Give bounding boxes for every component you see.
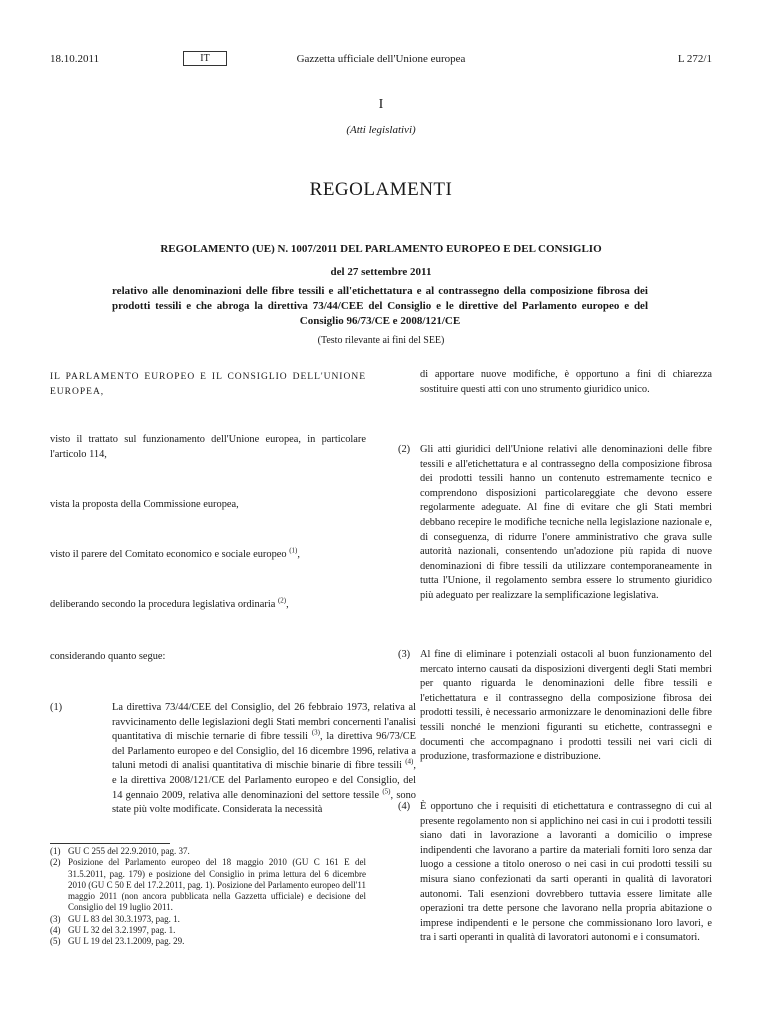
recital-text: La direttiva 73/44/CEE del Consiglio, del 26 febbraio 1973, relativa al ravvicinamento delle legislazioni degli Stati membri concernenti l'analisi quantitativa di mischie ternarie di fibre tessili $^{(3)}$, la direttiva 96/73/CE del Parlamento europeo e del Consiglio, del 16 dicembre 1996, relativa a taluni metodi di analisi quantitativa di mischie binarie di fibre tessili $^{(4)}$, e la direttiva 2008/121/CE del Parlamento europeo e del Consiglio, del 14 gennaio 2009, relativa alle denominazioni del settore tessile $^{(5)}$, sono state più volte modificate. Considerata la necessità [112, 702, 416, 816]
recital-number: (1) [50, 702, 63, 713]
page-reference: L 272/1 [677, 53, 712, 65]
recital-number: (3) [398, 649, 411, 660]
citation-proposal: vista la proposta della Commissione europea, [50, 499, 239, 510]
recital-text: È opportuno che i requisiti di etichettatura e contrassegno di cui al presente regolamento non si applichino nei casi in cui i prodotti tessili siano dati in lavorazione a lavoranti a domicilio o imprese indipendenti che lavorano a partire da materiali forniti loro senza dar luogo a cessione a titolo oneroso o nei casi in cui prodotti tessili su misura siano confezionati da sarti operanti in qualità di lavoratori autonomi. Tali esenzioni dovrebbero tuttavia essere limitate alle operazioni tra dette persone che lavorano nella propria abitazione o imprese indipendenti e le persone che commissionano loro lavori, e tra i sarti operanti in qualità di lavoratori autonomi e i consumatori. [420, 801, 712, 944]
preamble-authors: IL PARLAMENTO EUROPEO E IL CONSIGLIO DELL'UNIONE EUROPEA, [50, 372, 366, 397]
footnote-ref[interactable]: (4) [405, 757, 414, 766]
recital-text: Gli atti giuridici dell'Unione relativi alle denominazioni delle fibre tessili e all'etichettatura e al contrassegno della composizione fibrosa dei prodotti tessili hanno un contenuto estremamente tecnico e comprendono disposizioni particolareggiate che devono essere regolarmente adeguate. Al fine di evitare che gli Stati membri debbano recepire le modifiche tecniche nella legislazione nazionale e, di conseguenza, di ridurre l'onere amministrativo che grava sulle autorità nazionali, consentendo un'adozione più rapida di nuove denominazioni di fibre tessili da utilizzare contemporaneamente in tutta l'Unione, il regolamento sembra essere lo strumento giuridico più adeguato per realizzare la semplificazione legislativa. [420, 444, 712, 601]
recital-number: (4) [398, 801, 411, 812]
footnote-ref[interactable]: (1) [289, 546, 298, 555]
journal-title: Gazzetta ufficiale dell'Unione europea [296, 53, 466, 65]
acts-label: (Atti legislativi) [346, 124, 416, 136]
eea-note: (Testo rilevante ai fini del SEE) [317, 335, 445, 346]
section-heading: REGOLAMENTI [309, 179, 453, 200]
footnote-ref[interactable]: (5) [382, 787, 391, 796]
citation-treaty: visto il trattato sul funzionamento dell'Unione europea, in particolare l'articolo 114, [50, 434, 366, 460]
footnote-divider [50, 843, 170, 844]
footnotes [50, 846, 366, 948]
footnote-ref[interactable]: (2) [277, 596, 287, 605]
footnote-5: (5) GU L 19 del 23.1.2009, pag. 29. [50, 936, 185, 947]
footnote-1: (1) GU C 255 del 22.9.2010, pag. 37. [50, 846, 190, 856]
right-column [398, 0, 712, 1024]
recital-1-continuation: di apportare nuove modifiche, è opportuno a fini di chiarezza sostituire questi atti con uno strumento giuridico unico. [420, 369, 712, 395]
series-number: I [378, 97, 384, 112]
regulation-subject: relativo alle denominazioni delle fibre tessili e all'etichettatura e al contrassegno della composizione fibrosa dei prodotti tessili e che abroga la direttiva 73/44/CEE del Consiglio e le direttive del Parlamento europeo e del Consiglio 96/73/CE e 2008/121/CE [112, 285, 648, 327]
footnote-2: (2) Posizione del Parlamento europeo del 18 maggio 2010 (GU C 161 E del 31.5.2011, pag. 179) e posizione del Consiglio in prima lettura del 6 dicembre 2010 (GU C 50 E del 17.2.2011, pag. 1). Posizione del Parlamento europeo dell'11 maggio 2011 (non ancora pubblicata nella Gazzetta ufficiale) e decisione del Consiglio del 19 luglio 2011. [50, 857, 366, 913]
footnote-4: (4) GU L 32 del 3.2.1997, pag. 1. [50, 925, 176, 936]
footnote-ref[interactable]: (3) [311, 728, 320, 737]
publication-date: 18.10.2011 [50, 53, 100, 65]
language-badge: IT [183, 51, 227, 66]
footnote-3: (3) GU L 83 del 30.3.1973, pag. 1. [50, 913, 180, 924]
regulation-title: REGOLAMENTO (UE) N. 1007/2011 DEL PARLAMENTO EUROPEO E DEL CONSIGLIO [160, 243, 602, 255]
citation-procedure: deliberando secondo la procedura legislativa ordinaria $^{(2)}$, [50, 596, 289, 610]
recital-text: Al fine di eliminare i potenziali ostacoli al buon funzionamento del mercato interno causati da disposizioni divergenti degli Stati membri per quanto riguarda le denominazioni delle fibre tessili e l'etichettatura e il contrassegno della composizione fibrosa dei prodotti tessili, è necessario armonizzare le denominazioni delle fibre tessili nonché le menzioni figuranti su etichette, contrassegni e documenti che accompagnano i prodotti tessili nei vari cicli di produzione, trasformazione e distribuzione. [420, 649, 712, 763]
citation-opinion: visto il parere del Comitato economico e sociale europeo $^{(1)}$, [50, 546, 300, 560]
considering-line: considerando quanto segue: [50, 651, 166, 662]
recital-number: (2) [398, 444, 411, 455]
regulation-date: del 27 settembre 2011 [330, 266, 432, 278]
